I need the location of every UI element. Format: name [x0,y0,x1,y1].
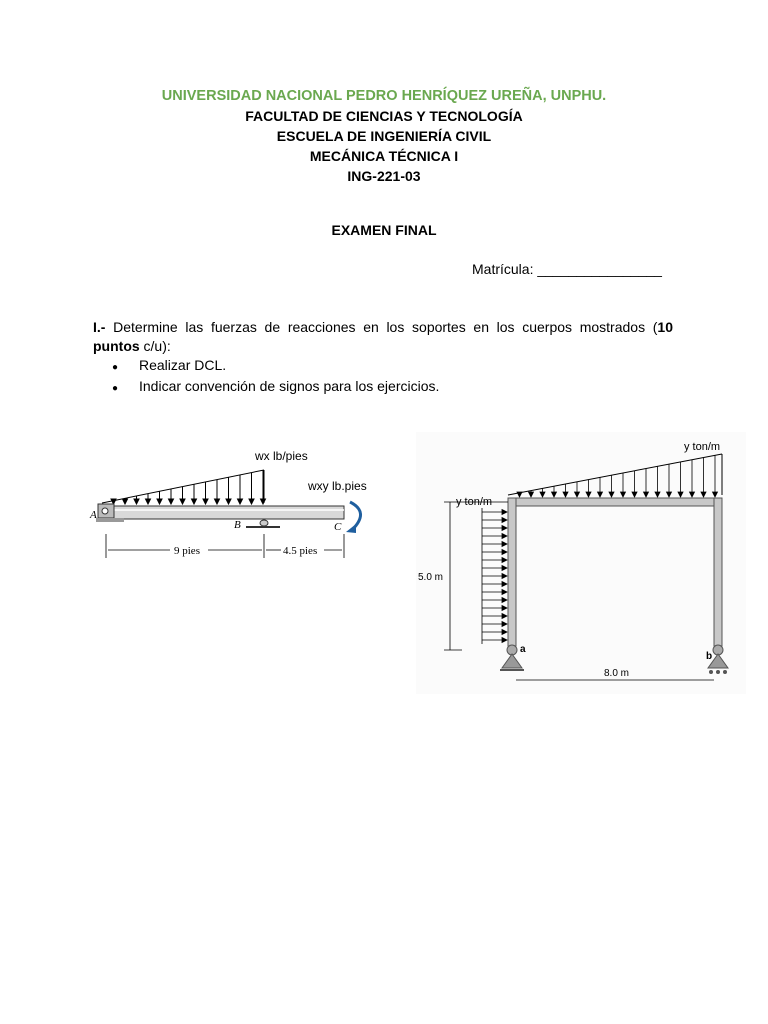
support-b-label: b [706,651,713,662]
height-label: 5.0 m [418,572,444,583]
roller-support-icon [246,520,280,527]
load-arrowhead [203,499,208,504]
load-arrowhead [180,499,185,504]
load-arrowhead [169,499,174,504]
load-arrowhead [226,499,231,504]
university-name: UNIVERSIDAD NACIONAL PEDRO HENRÍQUEZ UREÑA, UNPHU. [161,88,607,104]
course-code: ING-221-03 [347,168,421,184]
support-a-label: a [520,644,526,655]
load-arrowhead [146,499,151,504]
document-header [0,86,768,186]
bullet-dot-icon: ● [112,362,119,373]
question-points-suffix: c/u): [139,338,171,354]
dimension-2-label: 4.5 pies [283,545,318,557]
load-arrowhead [134,499,139,504]
top-load-label: y ton/m [684,441,721,453]
dimension-1-label: 9 pies [174,545,200,557]
point-c-label: C [334,521,342,533]
load-arrowhead [111,499,116,504]
bullet-text: Indicar convención de signos para los ejercicios. [139,378,440,394]
load-arrowhead [238,499,243,504]
beam-figure [88,440,388,570]
width-label: 8.0 m [604,668,630,679]
load-arrowhead [261,499,266,504]
course-name: MECÁNICA TÉCNICA I [309,148,459,164]
point-b-label: B [234,519,241,531]
load-arrowhead [215,499,220,504]
faculty-name: FACULTAD DE CIENCIAS Y TECNOLOGÍA [245,108,523,124]
load-label: wx lb/pies [255,449,308,463]
school-name: ESCUELA DE INGENIERÍA CIVIL [276,128,492,144]
load-arrowhead [123,499,128,504]
beam-distributed-load [102,470,266,504]
question-text [93,318,673,356]
question-bullets [112,356,439,398]
exam-title: EXAMEN FINAL [331,222,437,238]
side-load-label: y ton/m [456,496,493,508]
bullet-item [112,377,439,398]
frame-figure [416,432,746,694]
bullet-item [112,356,439,377]
beam-body [102,506,344,519]
question-number: I.- [93,319,106,335]
matricula-field [472,261,662,277]
load-arrowhead [192,499,197,504]
matricula-blank: ________________ [537,261,662,277]
load-arrowhead [249,499,254,504]
bullet-dot-icon: ● [112,383,119,394]
matricula-label: Matrícula: [472,261,534,277]
question-points: 10 puntos [93,319,673,354]
bullet-text: Realizar DCL. [139,357,227,373]
load-arrowhead [157,499,162,504]
point-a-label: A [90,509,97,521]
question-body: Determine las fuerzas de reacciones en los soportes en los cuerpos mostrados ( [105,319,658,335]
moment-label: wxy lb.pies [308,479,367,493]
